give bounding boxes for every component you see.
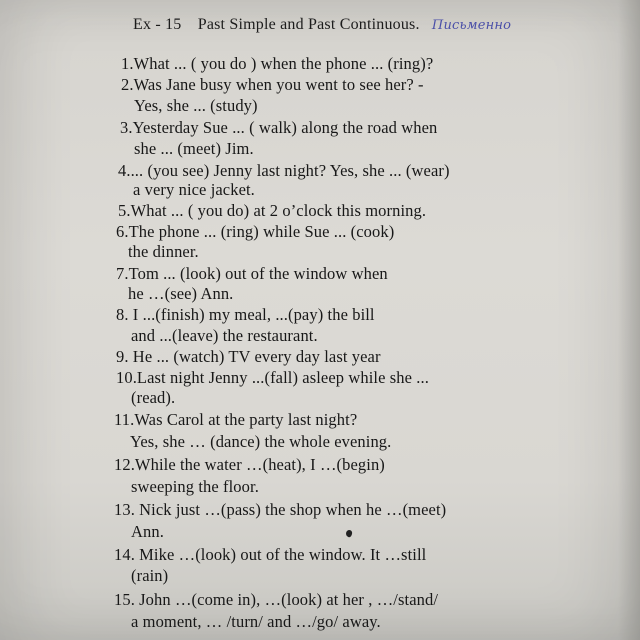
line-2: 2.Was Jane busy when you went to see her? - [121,75,424,94]
line-19: Yes, she … (dance) the whole evening. [130,432,392,451]
line-12: he …(see) Ann. [128,284,234,303]
line-6: 4.... (you see) Jenny last night? Yes, she ... (wear) [118,161,450,180]
line-1: 1.What ... ( you do ) when the phone ... (ring)? [121,54,434,73]
line-23: Ann. [131,522,164,541]
line-8: 5.What ... ( you do) at 2 o’clock this morning. [118,201,427,220]
line-24: 14. Mike …(look) out of the window. It …still [114,545,427,564]
exercise-number: Ex - 15 [133,16,182,33]
line-26: 15. John …(come in), …(look) at her , …/stand/ [114,590,438,609]
line-7: a very nice jacket. [133,180,255,199]
line-25: (rain) [131,566,169,585]
line-9: 6.The phone ... (ring) while Sue ... (cook) [116,222,395,241]
line-17: (read). [131,388,176,407]
line-5: she ... (meet) Jim. [134,139,254,158]
line-20: 12.While the water …(heat), I …(begin) [114,455,385,474]
handwritten-note: Письменно [431,18,512,33]
line-13: 8. I ...(finish) my meal, ...(pay) the bill [116,305,375,324]
line-18: 11.Was Carol at the party last night? [114,410,358,429]
line-27: a moment, … /turn/ and …/go/ away. [131,612,381,631]
line-4: 3.Yesterday Sue ... ( walk) along the road when [120,118,438,137]
line-11: 7.Tom ... (look) out of the window when [116,264,388,283]
line-21: sweeping the floor. [131,477,259,496]
exercise-title: Past Simple and Past Continuous. [197,16,420,33]
line-15: 9. He ... (watch) TV every day last year [116,347,381,366]
line-22: 13. Nick just …(pass) the shop when he …(meet) [114,500,447,519]
line-3: Yes, she ... (study) [134,96,258,115]
line-16: 10.Last night Jenny ...(fall) asleep while she ... [116,368,429,387]
line-10: the dinner. [128,242,199,261]
line-14: and ...(leave) the restaurant. [131,326,318,345]
